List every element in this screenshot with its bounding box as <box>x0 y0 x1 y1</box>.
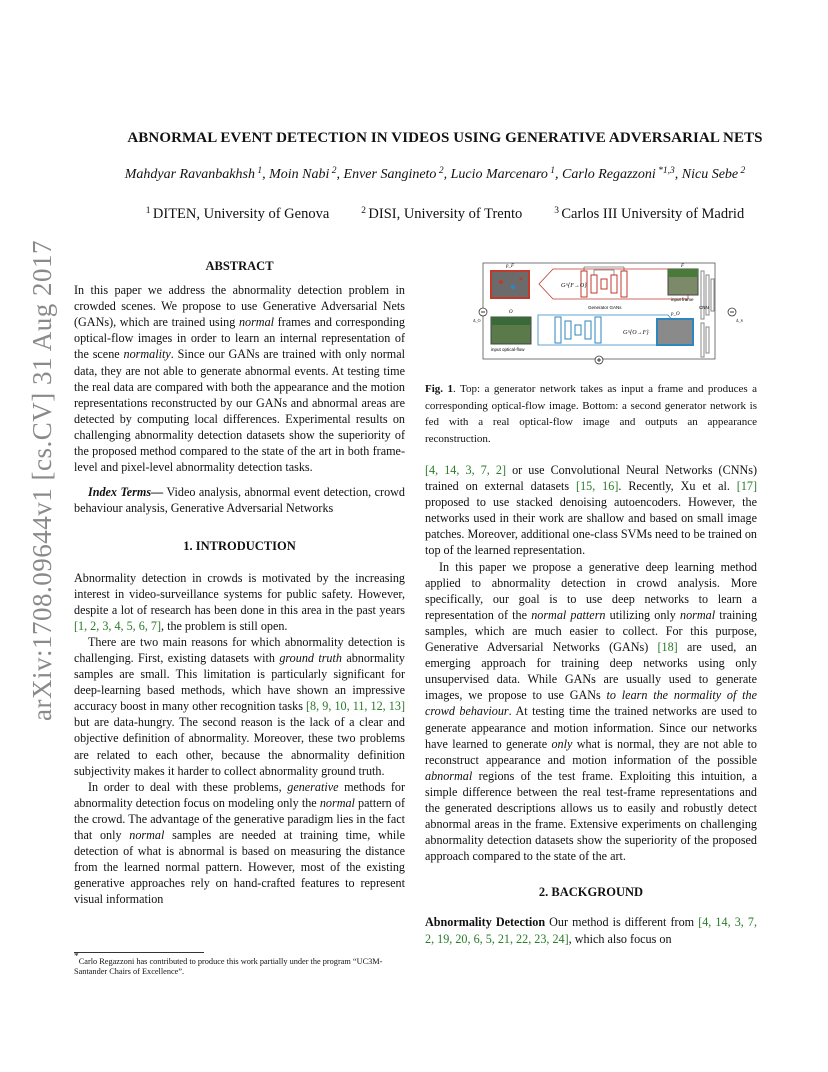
author-name: Moin Nabi $^2$ <box>269 166 337 182</box>
affiliation: $^1$ DITEN, University of Genova <box>145 206 330 222</box>
figure-caption: Fig. 1. Top: a generator network takes as input a frame and produces a corresponding optical-flow image. Bottom: a second generator network is fed with a real optical-flow image and outputs an appearance reconstruction. <box>425 383 757 445</box>
right-paragraph-1: [4, 14, 3, 7, 2] or use Convolutional Neural Networks (CNNs) trained on external datasets [15, 16]. Recently, Xu et al. [17] proposed to use stacked denoising autoencoders. However, the networks used in their work are shallow and based on small image patches. Moreover, additional one-class SVMs need to be trained on top of the learned representation. <box>425 463 758 558</box>
label-delta-o: Δ_O <box>473 318 481 323</box>
arxiv-stamp: arXiv:1708.09644v1 [cs.CV] 31 Aug 2017 <box>26 239 57 721</box>
label-delta-s: Δ_S <box>736 318 743 323</box>
label-input-frame: input frame <box>671 297 694 302</box>
intro-paragraph-3: In order to deal with these problems, generative methods for abnormality detection focus on modeling only the normal pattern of the crowd. The advantage of the generative paradigm lies in the fact that only normal samples are needed at training time, while detection of what is abnormal is based on measuring the distance from the learned normal pattern. However, most of the existing generative approaches rely on hand-crafted features to represent visual information <box>74 779 405 907</box>
label-generator: Generator GANs <box>588 305 622 310</box>
label-g-f-o: G^{F→O} <box>561 283 587 289</box>
generated-frame-image <box>657 319 693 345</box>
affiliation: $^2$ DISI, University of Trento <box>361 206 523 222</box>
author-name: Mahdyar Ravanbakhsh $^1$ <box>124 166 263 182</box>
intro-paragraph-1: Abnormality detection in crowds is motivated by the increasing interest in video-surveillance systems for public safety. However, despite a lot of research has been done in this area in the past years [1, 2, 3, 4, 5, 6, 7], the problem is still open. <box>74 570 405 633</box>
right-column <box>425 257 757 947</box>
citation-link[interactable]: [17] <box>736 479 758 494</box>
footnote-rule <box>74 952 204 953</box>
author-name: Nicu Sebe $^2$ <box>681 166 746 182</box>
index-terms: Index Terms— Video analysis, abnormal event detection, crowd behaviour analysis, Generative Adversarial Networks <box>74 485 405 516</box>
intro-heading: 1. INTRODUCTION <box>183 539 296 554</box>
label-po: p_O <box>671 312 680 317</box>
author-name: Carlo Regazzoni $^{*1,3}$ <box>562 166 675 182</box>
left-column <box>74 258 405 907</box>
right-paragraph-2: In this paper we propose a generative deep learning method applied to abnormality detection in crowd analysis. More specifically, our goal is to use deep networks to learn a representation of the normal pattern utilizing only normal training samples, which are much easier to collect. For this purpose, Generative Adversarial Networks (GANs) [18] are used, an emerging approach for training deep networks using only unsupervised data. While GANs are usually used to generate images, we propose to use GANs to learn the normality of the crowd behaviour. At testing time the trained networks are used to generate appearance and motion information. Since our networks have learned to generate only what is normal, they are not able to reconstruct appearance and motion information of the possible abnormal regions of the test frame. Exploiting this intuition, a simple difference between the real test-frame representations and the generated descriptions allows us to easily and robustly detect abnormal areas in the frame. Extensive experiments on challenging abnormality detection datasets show the superiority of the proposed approach compared to the state of the art. <box>425 559 758 864</box>
abstract-heading: ABSTRACT <box>205 259 274 273</box>
label-pf: p_F <box>506 264 515 269</box>
citation-link[interactable]: [4, 14, 3, 7, 2, 19, 20, 6, 5, 21, 22, 23, 24] <box>425 915 757 946</box>
label-g-o-f: G^{O→F} <box>623 330 649 336</box>
author-list: Mahdyar Ravanbakhsh $^1$, Moin Nabi $^2$, Enver Sangineto $^2$, Lucio Marcenaro $^1$, Carlo Regazzoni $^{*1,3}$, Nicu Sebe $^2$ <box>124 166 746 182</box>
background-paragraph: Abnormality Detection Our method is different from [4, 14, 3, 7, 2, 19, 20, 6, 5, 21, 22, 23, 24], which also focus on <box>425 915 757 946</box>
author-name: Lucio Marcenaro $^1$ <box>450 166 556 182</box>
citation-link[interactable]: [1, 2, 3, 4, 5, 6, 7] <box>74 618 161 633</box>
citation-link[interactable]: [18] <box>657 640 678 655</box>
intro-paragraph-2: There are two main reasons for which abnormality detection is challenging. First, existing datasets with ground truth abnormality samples are small. This limitation is particularly significant for deep-learning based methods, which have shown an impressive accuracy boost in many other recognition tasks [8, 9, 10, 11, 12, 13] but are data-hungry. The second reason is the lack of a clear and objective definition of abnormality. Moreover, these two problems are related to each other, because the abnormality definition subjectivity makes it harder to collect abnormality ground truth. <box>74 634 405 778</box>
citation-link[interactable]: [4, 14, 3, 7, 2] <box>425 463 507 477</box>
label-f: F <box>681 264 685 269</box>
citation-link[interactable]: [15, 16] <box>576 479 619 494</box>
abstract-text: In this paper we address the abnormality detection problem in crowded scenes. We propose to use Generative Adversarial Nets (GANs), which are trained using normal frames and corresponding optical-flow images in order to learn an internal representation of the scene normality. Since our GANs are trained with only normal data, they are not able to generate abnormal events. At testing time the real data are compared with both the appearance and the motion representations reconstructed by our GANs and abnormal areas are detected by computing local differences. Experimental results on challenging abnormality detection datasets show the superiority of the proposed method compared to the state of the art in both frame-level and pixel-level abnormality detection tasks. <box>74 283 405 475</box>
author-name: Enver Sangineto $^2$ <box>343 166 444 182</box>
architecture-diagram <box>443 257 751 365</box>
footnote: *Carlo Regazzoni has contributed to produce this work partially under the program “UC3M-Santander Chairs of Excellence”. <box>74 952 383 976</box>
figure-1 <box>443 257 751 365</box>
citation-link[interactable]: [8, 9, 10, 11, 12, 13] <box>306 699 405 714</box>
background-heading: 2. BACKGROUND <box>538 885 644 900</box>
affiliation: $^3$ Carlos III University of Madrid <box>554 206 745 222</box>
label-cnn: CNN <box>699 305 709 310</box>
label-o: O <box>509 310 513 315</box>
affiliation-list <box>60 206 828 223</box>
label-input-flow: input optical-flow <box>491 347 525 352</box>
paper-title: ABNORMAL EVENT DETECTION IN VIDEOS USING GENERATIVE ADVERSARIAL NETS <box>127 130 763 146</box>
generated-flow-image <box>491 271 529 298</box>
